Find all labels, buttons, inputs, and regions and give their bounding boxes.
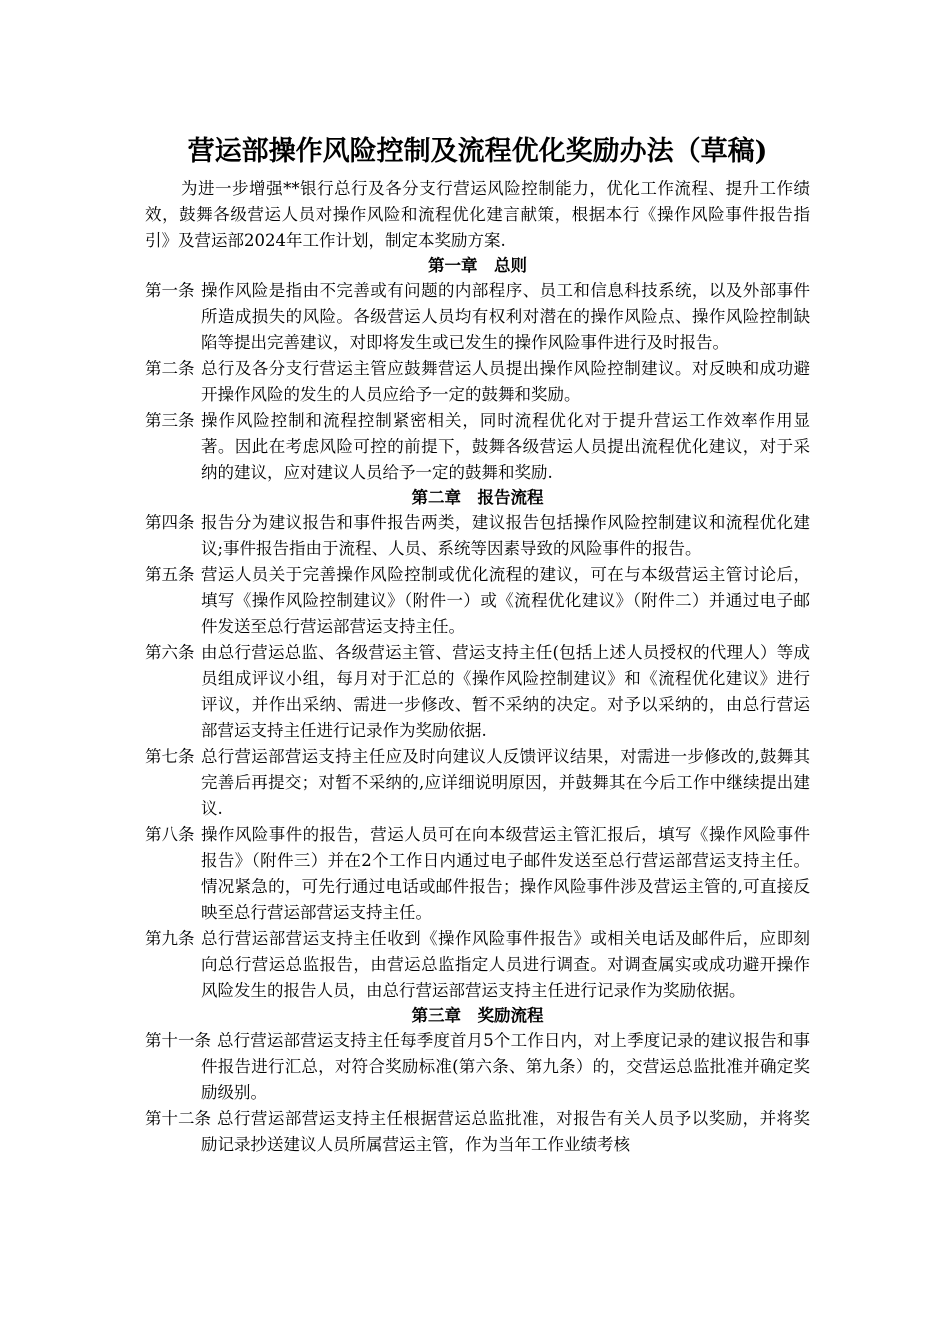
article-text: 总行营运部营运支持主任根据营运总监批准，对报告有关人员予以奖励，并将奖励记录抄送建议人员所属营运主管，作为当年工作业绩考核 [201,1109,810,1154]
article-number: 第四条 [145,513,195,532]
article [145,822,810,926]
article-number: 第十二条 [145,1109,211,1128]
chapter-heading: 第一章 总则 [428,256,527,275]
article-text: 营运人员关于完善操作风险控制或优化流程的建议，可在与本级营运主管讨论后，填写《操作风险控制建议》（附件一）或《流程优化建议》（附件二）并通过电子邮件发送至总行营运部营运支持主任。 [201,565,810,636]
article-number: 第二条 [145,359,195,378]
article-number: 第六条 [145,643,195,662]
article-text: 由总行营运总监、各级营运主管、营运支持主任(包括上述人员授权的代理人）等成员组成评议小组，每月对于汇总的《操作风险控制建议》和《流程优化建议》进行评议，并作出采纳、需进一步修改、暂不采纳的决定。对予以采纳的，由总行营运部营运支持主任进行记录作为奖励依据. [201,643,810,740]
intro-paragraph: 为进一步增强**银行总行及各分支行营运风险控制能力，优化工作流程、提升工作绩效，鼓舞各级营运人员对操作风险和流程优化建言献策，根据本行《操作风险事件报告指引》及营运部2024年工作计划，制定本奖励方案. [145,179,810,250]
article [145,1106,810,1158]
article-number: 第十一条 [145,1031,211,1050]
article [145,356,810,408]
article-number: 第九条 [145,929,195,948]
article [145,1028,810,1106]
article-number: 第五条 [145,565,195,584]
article [145,562,810,640]
article-text: 操作风险是指由不完善或有问题的内部程序、员工和信息科技系统，以及外部事件所造成损失的风险。各级营运人员均有权利对潜在的操作风险点、操作风险控制缺陷等提出完善建议，对即将发生或已发生的操作风险事件进行及时报告。 [201,281,810,352]
article-text: 总行营运部营运支持主任每季度首月5个工作日内，对上季度记录的建议报告和事件报告进行汇总，对符合奖励标准(第六条、第九条）的，交营运总监批准并确定奖励级别。 [201,1031,810,1102]
article-text: 操作风险事件的报告，营运人员可在向本级营运主管汇报后，填写《操作风险事件报告》（附件三）并在2个工作日内通过电子邮件发送至总行营运部营运支持主任。情况紧急的，可先行通过电话或邮件报告；操作风险事件涉及营运主管的,可直接反映至总行营运部营运支持主任。 [201,825,810,922]
article [145,278,810,356]
article-number: 第一条 [145,281,195,300]
article [145,408,810,486]
article-number: 第三条 [145,411,195,430]
article [145,640,810,744]
document-title: 营运部操作风险控制及流程优化奖励办法（草稿) [187,136,768,167]
article-text: 总行营运部营运支持主任应及时向建议人反馈评议结果，对需进一步修改的,鼓舞其完善后再提交；对暂不采纳的,应详细说明原因，并鼓舞其在今后工作中继续提出建议. [201,747,810,818]
article-number: 第八条 [145,825,195,844]
article-text: 总行及各分支行营运主管应鼓舞营运人员提出操作风险控制建议。对反映和成功避开操作风险的发生的人员应给予一定的鼓舞和奖励。 [201,359,810,404]
article [145,926,810,1004]
document-page [145,128,810,1158]
article-text: 报告分为建议报告和事件报告两类，建议报告包括操作风险控制建议和流程优化建议;事件报告指由于流程、人员、系统等因素导致的风险事件的报告。 [201,513,810,558]
article-text: 操作风险控制和流程控制紧密相关，同时流程优化对于提升营运工作效率作用显著。因此在考虑风险可控的前提下，鼓舞各级营运人员提出流程优化建议，对于采纳的建议，应对建议人员给予一定的鼓舞和奖励. [201,411,810,482]
article-number: 第七条 [145,747,195,766]
article [145,744,810,822]
chapter-heading: 第三章 奖励流程 [411,1006,544,1025]
article-text: 总行营运部营运支持主任收到《操作风险事件报告》或相关电话及邮件后，应即刻向总行营运总监报告，由营运总监指定人员进行调查。对调查属实或成功避开操作风险发生的报告人员，由总行营运部营运支持主任进行记录作为奖励依据。 [201,929,810,1000]
article [145,510,810,562]
chapter-heading: 第二章 报告流程 [411,488,544,507]
